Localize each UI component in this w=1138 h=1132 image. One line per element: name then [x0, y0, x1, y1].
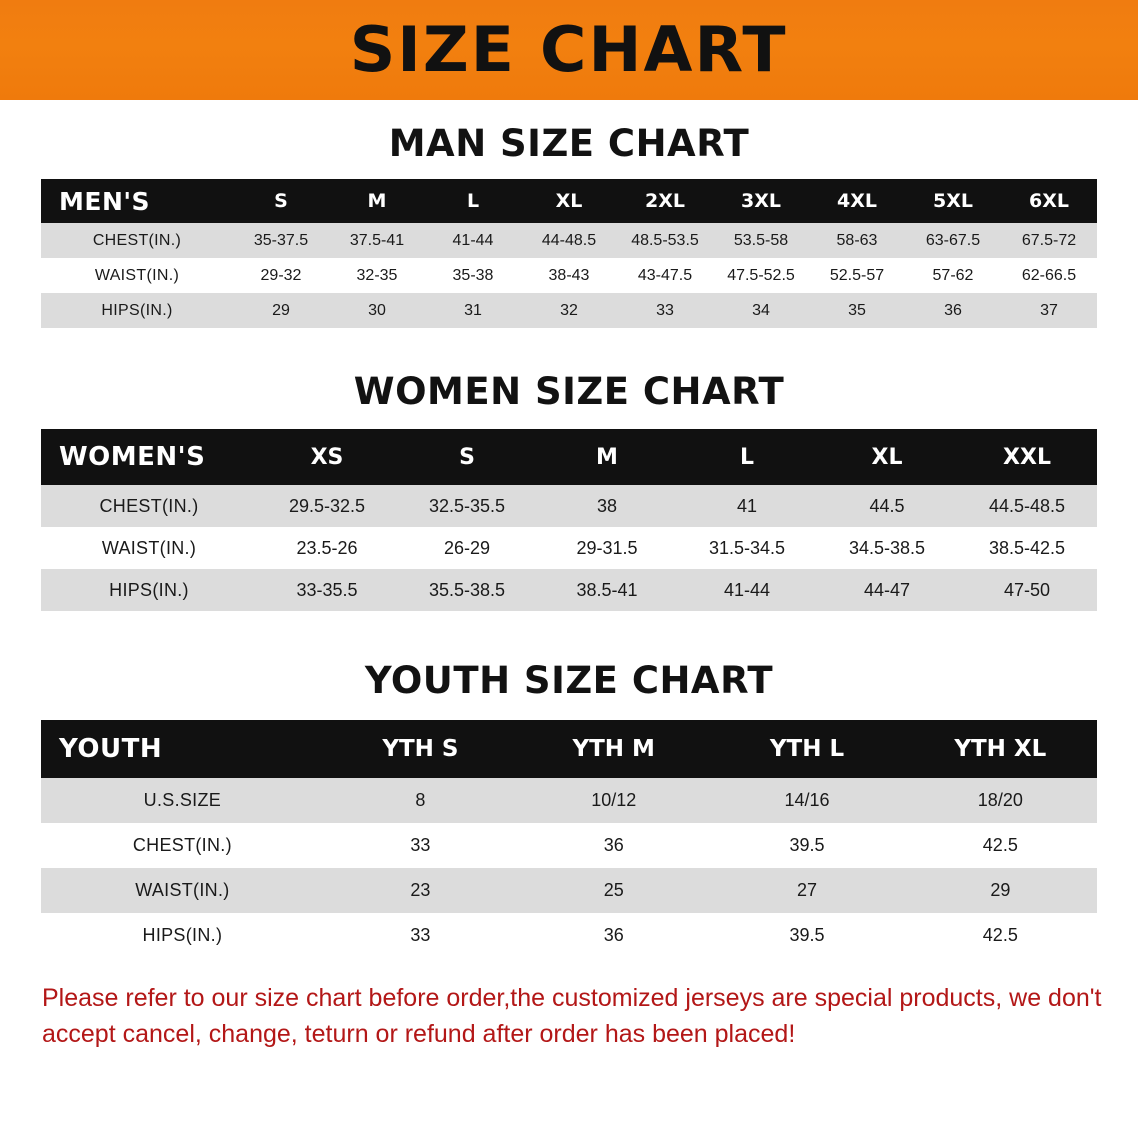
women-cell-1-5: 38.5-42.5: [988, 537, 1066, 558]
men-row-0-label: CHEST(IN.): [92, 231, 182, 249]
women-row-1-label: WAIST(IN.): [101, 537, 197, 558]
men-cell-2-4: 33: [656, 301, 674, 319]
table-row: [41, 569, 1097, 611]
table-row: [41, 913, 1097, 958]
table-row: [41, 485, 1097, 527]
table-row: [41, 293, 1097, 328]
youth-cell-2-3: 29: [990, 880, 1011, 900]
women-section-title: WOMEN SIZE CHART: [353, 370, 785, 413]
youth-cell-3-1: 36: [603, 925, 624, 945]
men-cell-1-1: 32-35: [356, 266, 398, 284]
women-cell-2-5: 47-50: [1003, 579, 1051, 600]
table-header-row: [41, 720, 1097, 778]
table-header-row: [41, 429, 1097, 485]
youth-size-table: [41, 720, 1097, 958]
women-cell-0-0: 29.5-32.5: [288, 495, 366, 516]
youth-cell-1-0: 33: [410, 835, 431, 855]
men-col-2: L: [466, 190, 480, 212]
men-cell-2-2: 31: [464, 301, 482, 319]
women-corner-label: WOMEN'S: [59, 442, 206, 472]
women-col-0: XS: [310, 444, 344, 470]
men-cell-1-0: 29-32: [260, 266, 302, 284]
men-cell-2-8: 37: [1040, 301, 1058, 319]
table-row: [41, 778, 1097, 823]
youth-cell-0-1: 10/12: [591, 790, 637, 810]
women-cell-2-0: 33-35.5: [296, 579, 358, 600]
men-cell-1-6: 52.5-57: [829, 266, 885, 284]
men-col-1: M: [367, 190, 387, 212]
women-cell-0-5: 44.5-48.5: [988, 495, 1066, 516]
men-cell-1-3: 38-43: [548, 266, 590, 284]
men-cell-2-6: 35: [848, 301, 866, 319]
men-col-0: S: [274, 190, 288, 212]
women-row-0-label: CHEST(IN.): [99, 495, 199, 516]
page-title: SIZE CHART: [350, 13, 788, 86]
men-col-6: 4XL: [837, 190, 877, 212]
youth-cell-0-2: 14/16: [784, 790, 830, 810]
men-row-1-label: WAIST(IN.): [94, 266, 180, 284]
women-cell-0-4: 44.5: [869, 495, 905, 516]
table-row: [41, 223, 1097, 258]
table-header-row: [41, 179, 1097, 223]
women-cell-1-4: 34.5-38.5: [848, 537, 926, 558]
youth-row-3-label: HIPS(IN.): [142, 925, 223, 945]
men-cell-2-0: 29: [272, 301, 290, 319]
men-col-5: 3XL: [741, 190, 781, 212]
men-cell-0-8: 67.5-72: [1021, 231, 1077, 249]
men-cell-0-5: 53.5-58: [733, 231, 789, 249]
table-row: [41, 527, 1097, 569]
women-cell-0-2: 38: [596, 495, 618, 516]
youth-row-2-label: WAIST(IN.): [135, 880, 230, 900]
youth-cell-1-2: 39.5: [789, 835, 825, 855]
youth-cell-1-1: 36: [603, 835, 624, 855]
women-cell-2-3: 41-44: [723, 579, 771, 600]
men-cell-2-3: 32: [560, 301, 578, 319]
youth-row-0-label: U.S.SIZE: [143, 790, 222, 810]
youth-cell-3-2: 39.5: [789, 925, 825, 945]
women-col-5: XXL: [1003, 444, 1051, 470]
men-cell-0-4: 48.5-53.5: [631, 231, 699, 249]
men-cell-1-2: 35-38: [452, 266, 494, 284]
men-cell-2-5: 34: [752, 301, 770, 319]
men-cell-1-7: 57-62: [932, 266, 974, 284]
women-size-table: [41, 429, 1097, 611]
women-col-1: S: [459, 444, 475, 470]
banner: [0, 0, 1138, 100]
men-corner-label: MEN'S: [59, 186, 151, 216]
women-cell-2-4: 44-47: [863, 579, 911, 600]
man-section-title: MAN SIZE CHART: [388, 122, 750, 165]
youth-row-1-label: CHEST(IN.): [132, 835, 232, 855]
youth-corner-label: YOUTH: [59, 734, 163, 764]
youth-cell-2-0: 23: [410, 880, 431, 900]
women-cell-1-1: 26-29: [443, 537, 491, 558]
youth-cell-3-3: 42.5: [982, 925, 1018, 945]
women-col-2: M: [596, 444, 618, 470]
disclaimer-note: Please refer to our size chart before order,the customized jerseys are special products, we don't accept cancel, change, teturn or refund after order has been placed!: [42, 984, 1102, 1049]
youth-col-3: YTH XL: [954, 736, 1047, 762]
women-cell-1-3: 31.5-34.5: [708, 537, 786, 558]
men-col-3: XL: [555, 190, 583, 212]
table-row: [41, 868, 1097, 913]
youth-cell-0-3: 18/20: [977, 790, 1023, 810]
youth-col-2: YTH L: [769, 736, 845, 762]
men-cell-2-7: 36: [944, 301, 962, 319]
men-col-4: 2XL: [645, 190, 685, 212]
youth-cell-1-3: 42.5: [982, 835, 1018, 855]
women-col-4: XL: [871, 444, 903, 470]
men-cell-0-7: 63-67.5: [925, 231, 981, 249]
table-row: [41, 823, 1097, 868]
men-col-7: 5XL: [933, 190, 973, 212]
women-col-3: L: [739, 444, 755, 470]
men-cell-0-6: 58-63: [836, 231, 878, 249]
men-cell-0-1: 37.5-41: [349, 231, 405, 249]
youth-cell-2-1: 25: [603, 880, 624, 900]
women-row-2-label: HIPS(IN.): [109, 579, 189, 600]
youth-col-1: YTH M: [572, 736, 655, 762]
men-cell-2-1: 30: [368, 301, 386, 319]
youth-col-0: YTH S: [382, 736, 459, 762]
women-cell-0-1: 32.5-35.5: [428, 495, 506, 516]
men-size-table: [41, 179, 1097, 328]
women-cell-1-2: 29-31.5: [576, 537, 638, 558]
youth-cell-3-0: 33: [410, 925, 431, 945]
youth-cell-2-2: 27: [796, 880, 818, 900]
men-cell-1-8: 62-66.5: [1021, 266, 1077, 284]
men-cell-1-5: 47.5-52.5: [727, 266, 795, 284]
men-col-8: 6XL: [1029, 190, 1069, 212]
women-cell-0-3: 41: [736, 495, 758, 516]
women-cell-1-0: 23.5-26: [296, 537, 358, 558]
youth-section-title: YOUTH SIZE CHART: [364, 659, 774, 702]
table-row: [41, 258, 1097, 293]
youth-cell-0-0: 8: [415, 790, 426, 810]
men-cell-0-2: 41-44: [452, 231, 494, 249]
women-cell-2-1: 35.5-38.5: [428, 579, 506, 600]
men-row-2-label: HIPS(IN.): [101, 301, 173, 319]
women-cell-2-2: 38.5-41: [576, 579, 638, 600]
men-cell-0-3: 44-48.5: [541, 231, 597, 249]
men-cell-1-4: 43-47.5: [637, 266, 693, 284]
men-cell-0-0: 35-37.5: [253, 231, 309, 249]
